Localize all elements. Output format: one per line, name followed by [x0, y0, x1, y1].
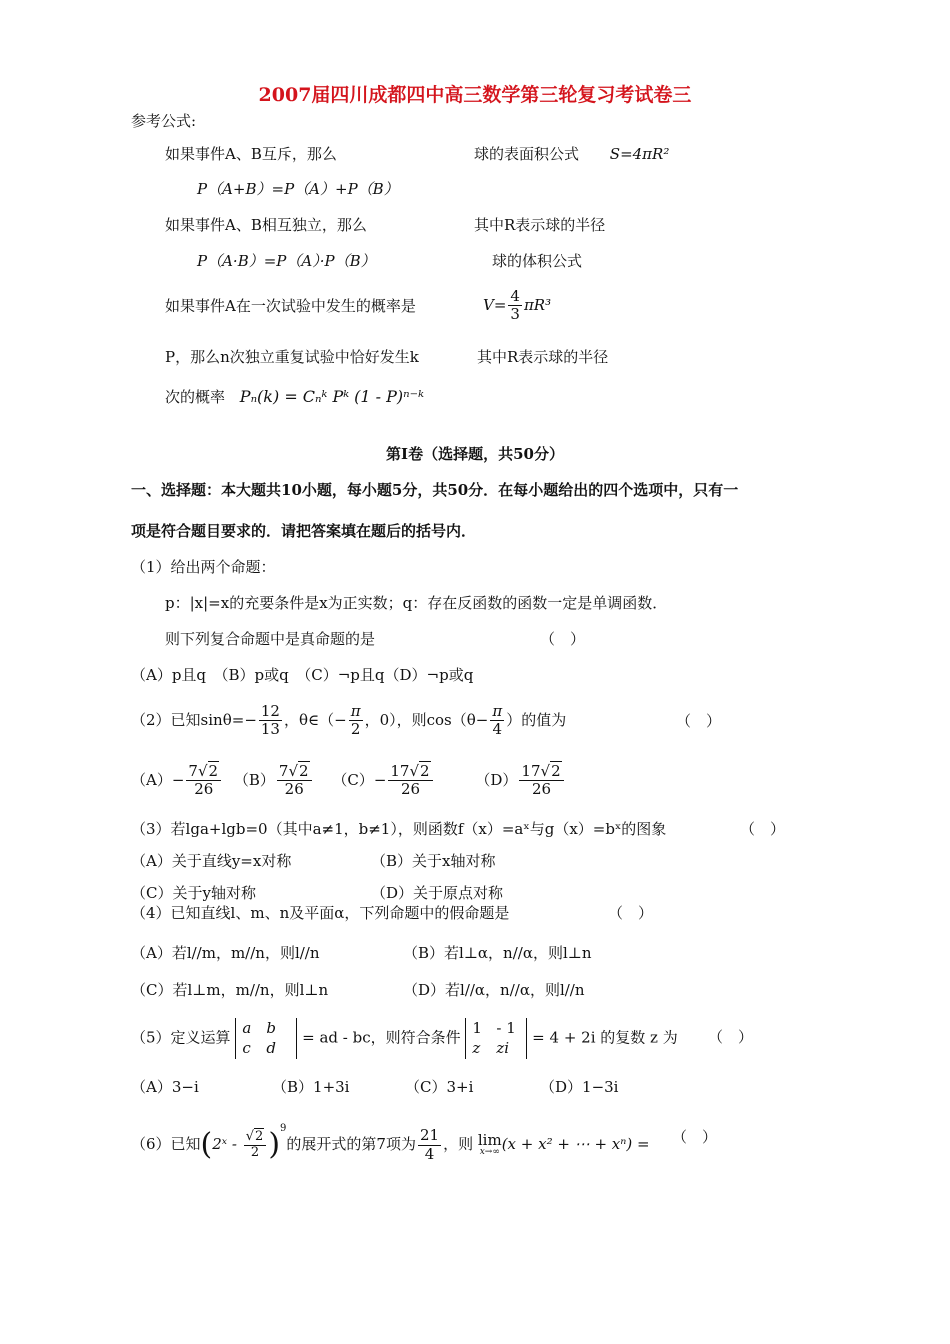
- fraction-denominator: 2: [250, 1144, 260, 1160]
- question-1-stem: （1）给出两个命题：: [131, 558, 276, 576]
- radicand: 2: [551, 762, 561, 780]
- fraction-numerator: 21: [419, 1126, 440, 1145]
- option-d: （D）关于原点对称: [371, 884, 504, 902]
- page-title: 2007届四川成都四中高三数学第三轮复习考试卷三: [258, 84, 692, 106]
- fraction-numerator: 4: [510, 287, 520, 305]
- fraction-numerator: π: [350, 702, 361, 720]
- question-3-stem: （3）若lga+lgb=0（其中a≠1，b≠1），则函数f（x）=aˣ与g（x）=bˣ的图象: [131, 820, 667, 838]
- question-1-options: （A）p且q （B）p或q （C）¬p且q（D）¬p或q: [131, 666, 474, 684]
- determinant-condition: [465, 1018, 527, 1059]
- question-1-text: p：|x|=x的充要条件是x为正实数；q：存在反函数的函数一定是单调函数．: [165, 594, 668, 612]
- answer-blank: （ ）: [608, 904, 654, 922]
- minus-sign: −: [334, 710, 347, 729]
- formula-text: πR³: [523, 295, 552, 314]
- reference-label: 参考公式:: [131, 112, 197, 130]
- option-label: （D）: [475, 770, 518, 789]
- question-text: ，0），则cos（θ: [364, 710, 476, 729]
- answer-blank: （ ）: [676, 712, 722, 730]
- question-4-stem: （4）已知直线l、m、n及平面α，下列命题中的假命题是: [131, 904, 510, 922]
- option-b: （B）若l⊥α，n//α，则l⊥n: [403, 944, 592, 962]
- question-text: （6）已知: [131, 1135, 201, 1153]
- limit-subscript: x→∞: [479, 1147, 500, 1158]
- option-c: （C）若l⊥m，m//n，则l⊥n: [131, 981, 329, 999]
- option-a: （A）3−i: [131, 1078, 199, 1096]
- instructions: 项是符合题目要求的．请把答案填在题后的括号内．: [131, 522, 477, 540]
- formula-line: 其中R表示球的半径: [474, 216, 606, 234]
- fraction-numerator: 12: [260, 702, 280, 720]
- question-5-stem: [131, 1018, 678, 1059]
- minus-sign: −: [171, 770, 185, 789]
- option-a: （A）关于直线y=x对称: [131, 852, 292, 870]
- answer-blank: （ ）: [540, 630, 586, 648]
- fraction-denominator: 26: [400, 780, 421, 799]
- option-d: （D）1−3i: [540, 1078, 619, 1096]
- coefficient: 7: [188, 762, 198, 780]
- sphere-volume-formula: [483, 288, 551, 324]
- question-text: （5）定义运算: [131, 1028, 231, 1047]
- fraction-denominator: 2: [350, 720, 361, 739]
- question-2-options: （A）− $\frac{7√2}{26}$ （B） $\frac{7√2}{26}$ （C）− $\frac{17√2}{26}$ （D） $\frac{17√2}{26}$: [131, 763, 566, 799]
- option-c: （C）3+i: [405, 1078, 474, 1096]
- matrix-entry: 1: [472, 1019, 482, 1037]
- option-label: （B）: [233, 770, 275, 789]
- question-text: 的展开式的第7项为: [286, 1135, 416, 1153]
- formula-line: [165, 389, 424, 405]
- formula-text: 球的表面积公式: [474, 145, 580, 163]
- matrix-entry: b: [266, 1019, 276, 1037]
- formula-line: 如果事件A、B相互独立，那么: [165, 216, 367, 234]
- question-text: = ad - bc，则符合条件: [302, 1028, 461, 1047]
- minus-sign: −: [373, 770, 387, 789]
- option-c: （C）关于y轴对称: [131, 884, 256, 902]
- fraction-denominator: 3: [510, 305, 520, 324]
- radicand: 2: [299, 762, 309, 780]
- matrix-entry: - 1: [496, 1019, 516, 1037]
- minus-sign: −: [244, 710, 257, 729]
- question-1-text: 则下列复合命题中是真命题的是: [165, 630, 376, 648]
- formula-line: 如果事件A在一次试验中发生的概率是: [165, 297, 416, 315]
- option-a: （A）若l//m，m//n，则l//n: [131, 944, 320, 962]
- fraction-numerator: π: [492, 702, 503, 720]
- section-heading: 第Ⅰ卷（选择题，共50分）: [386, 445, 564, 463]
- determinant-definition: [235, 1018, 297, 1059]
- question-text: ）的值为: [506, 710, 567, 729]
- right-paren: ): [268, 1127, 281, 1162]
- option-label: （A）: [131, 770, 172, 789]
- formula-line: P，那么n次独立重复试验中恰好发生k: [165, 348, 419, 366]
- option-b: （B）1+3i: [272, 1078, 350, 1096]
- left-paren: (: [200, 1127, 213, 1162]
- fraction-denominator: 26: [284, 780, 304, 799]
- question-2-stem: [131, 703, 566, 739]
- matrix-entry: a: [242, 1019, 252, 1037]
- fraction-denominator: 26: [194, 780, 214, 799]
- answer-blank: （ ）: [740, 820, 786, 838]
- matrix-entry: z: [472, 1039, 481, 1058]
- coefficient: 7: [278, 762, 289, 780]
- coefficient: 17: [521, 762, 541, 780]
- matrix-entry: c: [242, 1039, 251, 1058]
- fraction-denominator: 13: [260, 720, 280, 739]
- formula-line: 球的体积公式: [492, 252, 583, 270]
- fraction-denominator: 4: [424, 1144, 435, 1163]
- minus-sign: −: [475, 710, 489, 729]
- answer-blank: （ ）: [708, 1028, 754, 1046]
- radicand: 2: [208, 762, 219, 780]
- coefficient: 17: [390, 762, 410, 780]
- question-text: = 4 + 2i 的复数 z 为: [532, 1028, 678, 1047]
- binomial-formula: Pₙ(k) = Cₙᵏ Pᵏ (1 - P)ⁿ⁻ᵏ: [239, 387, 424, 406]
- question-text: （2）已知sinθ=: [131, 710, 245, 729]
- sphere-area-formula: S=4πR²: [609, 145, 670, 163]
- formula-line: P（A+B）=P（A）+P（B）: [197, 180, 399, 198]
- limit-operator: [478, 1132, 502, 1158]
- question-text: ，θ∈（: [283, 710, 335, 729]
- formula-text: 次的概率: [165, 388, 226, 406]
- radicand: 2: [420, 762, 430, 780]
- binomial-base: 2ˣ -: [212, 1135, 242, 1153]
- limit-text: lim: [477, 1130, 502, 1149]
- formula-line: 如果事件A、B互斥，那么: [165, 145, 337, 163]
- formula-line: P（A·B）=P（A）·P（B）: [197, 252, 376, 270]
- exponent: 9: [280, 1123, 287, 1134]
- fraction-denominator: 26: [531, 780, 552, 799]
- formula-text: V=: [483, 295, 507, 314]
- matrix-entry: zi: [496, 1039, 510, 1058]
- fraction-denominator: 4: [492, 720, 503, 739]
- answer-blank: （ ）: [672, 1128, 718, 1146]
- option-b: （B）关于x轴对称: [371, 852, 496, 870]
- formula-line: 其中R表示球的半径: [477, 348, 609, 366]
- matrix-entry: d: [266, 1039, 276, 1058]
- limit-expression: (x + x² + ⋯ + xⁿ) =: [501, 1135, 650, 1153]
- question-6-stem: （6）已知(2ˣ - $\frac{√2}{2}$ )$^9$的展开式的第7项为 $\frac{21}{4}$ ，则 lim x→∞ (x + x² + ⋯ + xⁿ) =: [131, 1123, 650, 1163]
- instructions: 一、选择题：本大题共10小题，每小题5分，共50分．在每小题给出的四个选项中，只有一: [131, 481, 739, 499]
- option-label: （C）: [332, 770, 374, 789]
- formula-line: [474, 147, 669, 162]
- option-d: （D）若l//α，n//α，则l//n: [403, 981, 585, 999]
- radicand: 2: [255, 1128, 264, 1144]
- question-text: ，则: [443, 1135, 474, 1153]
